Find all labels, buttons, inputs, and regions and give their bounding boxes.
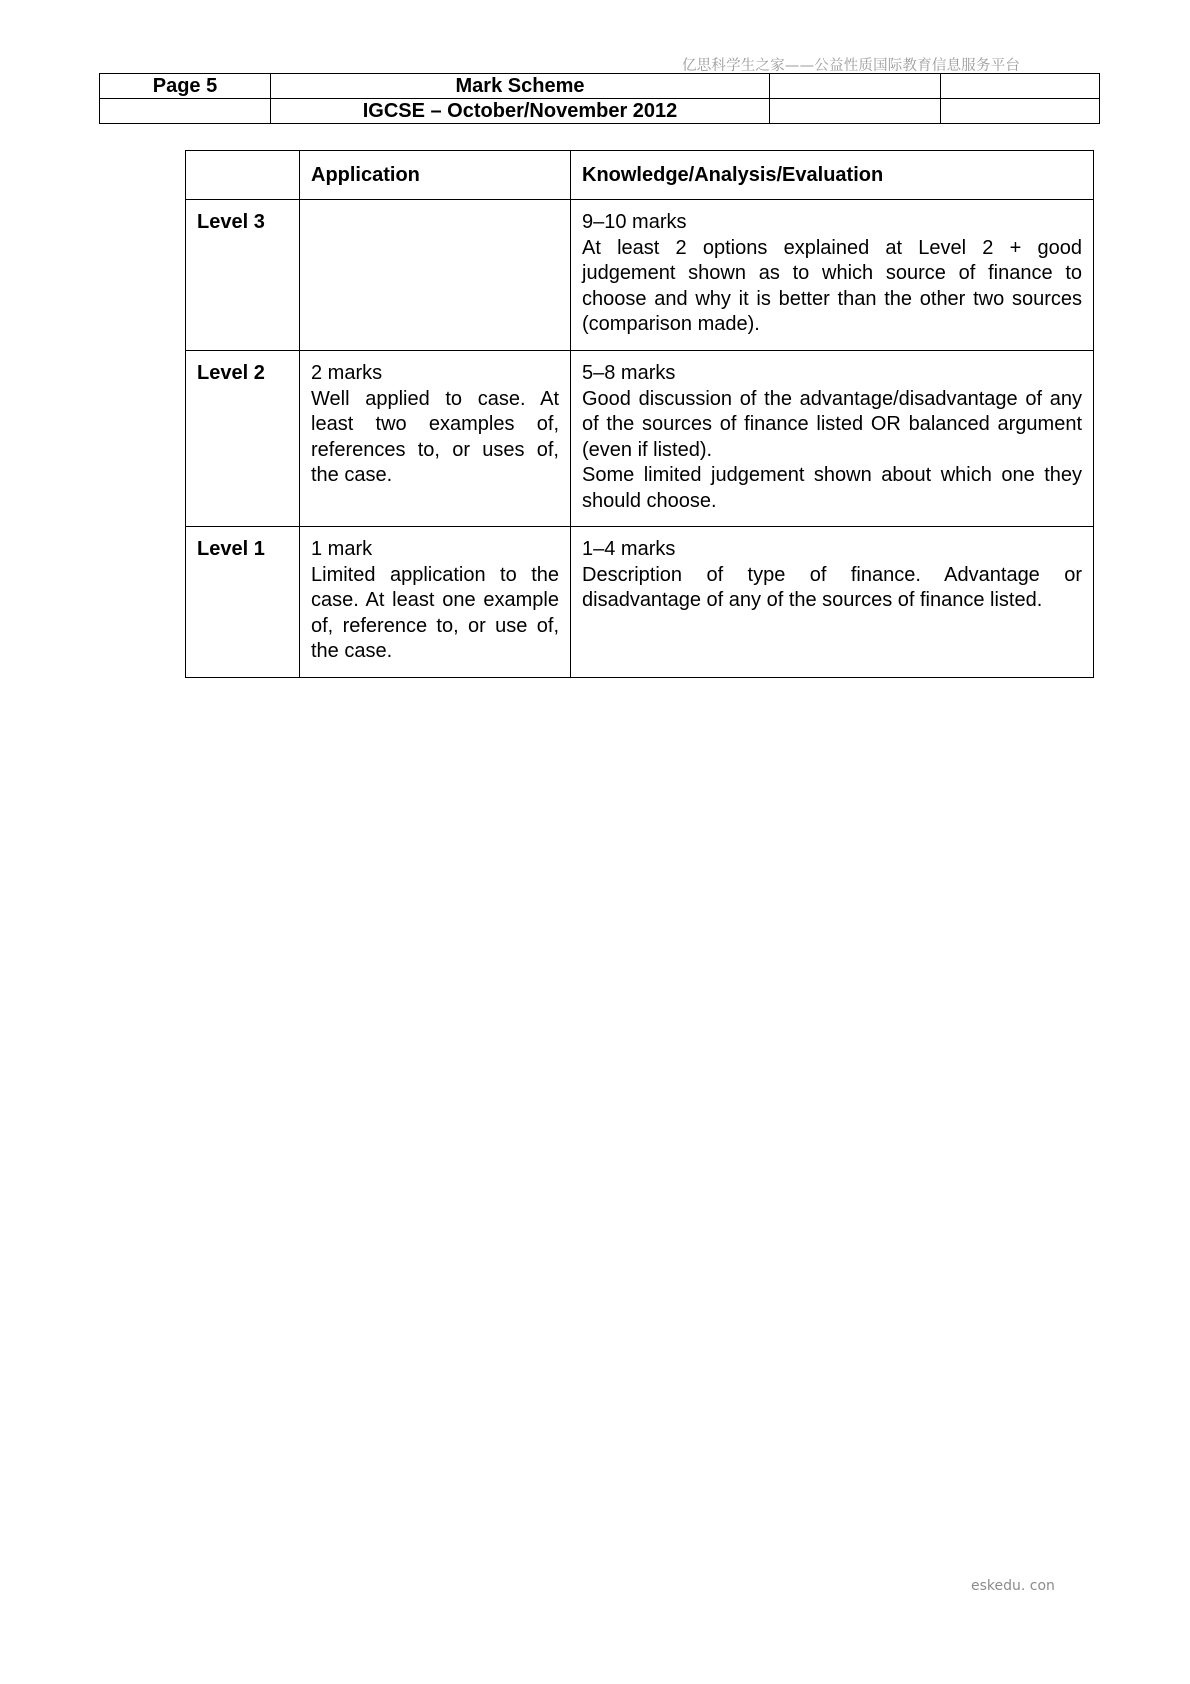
- application-cell: [300, 200, 571, 351]
- table-row-level-1: [186, 527, 1094, 678]
- knowledge-cell: [571, 527, 1094, 678]
- header-empty-cell: [100, 99, 271, 124]
- knowledge-marks: 5–8 marks: [582, 362, 676, 384]
- knowledge-description: Description of type of finance. Advantage or disadvantage of any of the sources of finance listed.: [582, 563, 1082, 611]
- page-number: Page 5: [100, 74, 271, 99]
- column-header-application: Application: [300, 151, 571, 200]
- header-row-2: [100, 99, 1100, 124]
- document-subtitle: IGCSE – October/November 2012: [271, 99, 770, 124]
- application-marks: 1 mark: [311, 538, 373, 560]
- watermark-bottom: eskedu. con: [971, 1578, 1055, 1594]
- table-row-level-2: [186, 351, 1094, 527]
- knowledge-marks: 9–10 marks: [582, 211, 687, 233]
- knowledge-judgement: Some limited judgement shown about which one they should choose.: [582, 464, 1082, 512]
- header-empty-cell: [941, 74, 1100, 99]
- marking-rubric-table: [185, 150, 1094, 678]
- knowledge-description: Good discussion of the advantage/disadvantage of any of the sources of finance listed OR balanced argument (even if listed).: [582, 387, 1082, 461]
- column-header-blank: [186, 151, 300, 200]
- application-description: Well applied to case. At least two examples of, references to, or uses of, the case.: [311, 387, 559, 486]
- rubric-header-row: [186, 151, 1094, 200]
- knowledge-marks: 1–4 marks: [582, 538, 676, 560]
- watermark-top: 亿思科学生之家——公益性质国际教育信息服务平台: [682, 58, 1021, 74]
- page-header-table: [99, 73, 1100, 124]
- knowledge-cell: [571, 351, 1094, 527]
- application-cell: [300, 351, 571, 527]
- level-label: Level 1: [186, 527, 300, 678]
- header-empty-cell: [770, 74, 941, 99]
- header-empty-cell: [941, 99, 1100, 124]
- level-label: Level 3: [186, 200, 300, 351]
- application-cell: [300, 527, 571, 678]
- table-row-level-3: [186, 200, 1094, 351]
- application-marks: 2 marks: [311, 362, 383, 384]
- header-empty-cell: [770, 99, 941, 124]
- knowledge-cell: [571, 200, 1094, 351]
- level-label: Level 2: [186, 351, 300, 527]
- application-description: Limited application to the case. At least one example of, reference to, or use of, the case.: [311, 563, 559, 662]
- header-row-1: [100, 74, 1100, 99]
- knowledge-description: At least 2 options explained at Level 2 + good judgement shown as to which source of finance to choose and why it is better than the other two sources (comparison made).: [582, 236, 1082, 335]
- document-title: Mark Scheme: [271, 74, 770, 99]
- column-header-knowledge: Knowledge/Analysis/Evaluation: [571, 151, 1094, 200]
